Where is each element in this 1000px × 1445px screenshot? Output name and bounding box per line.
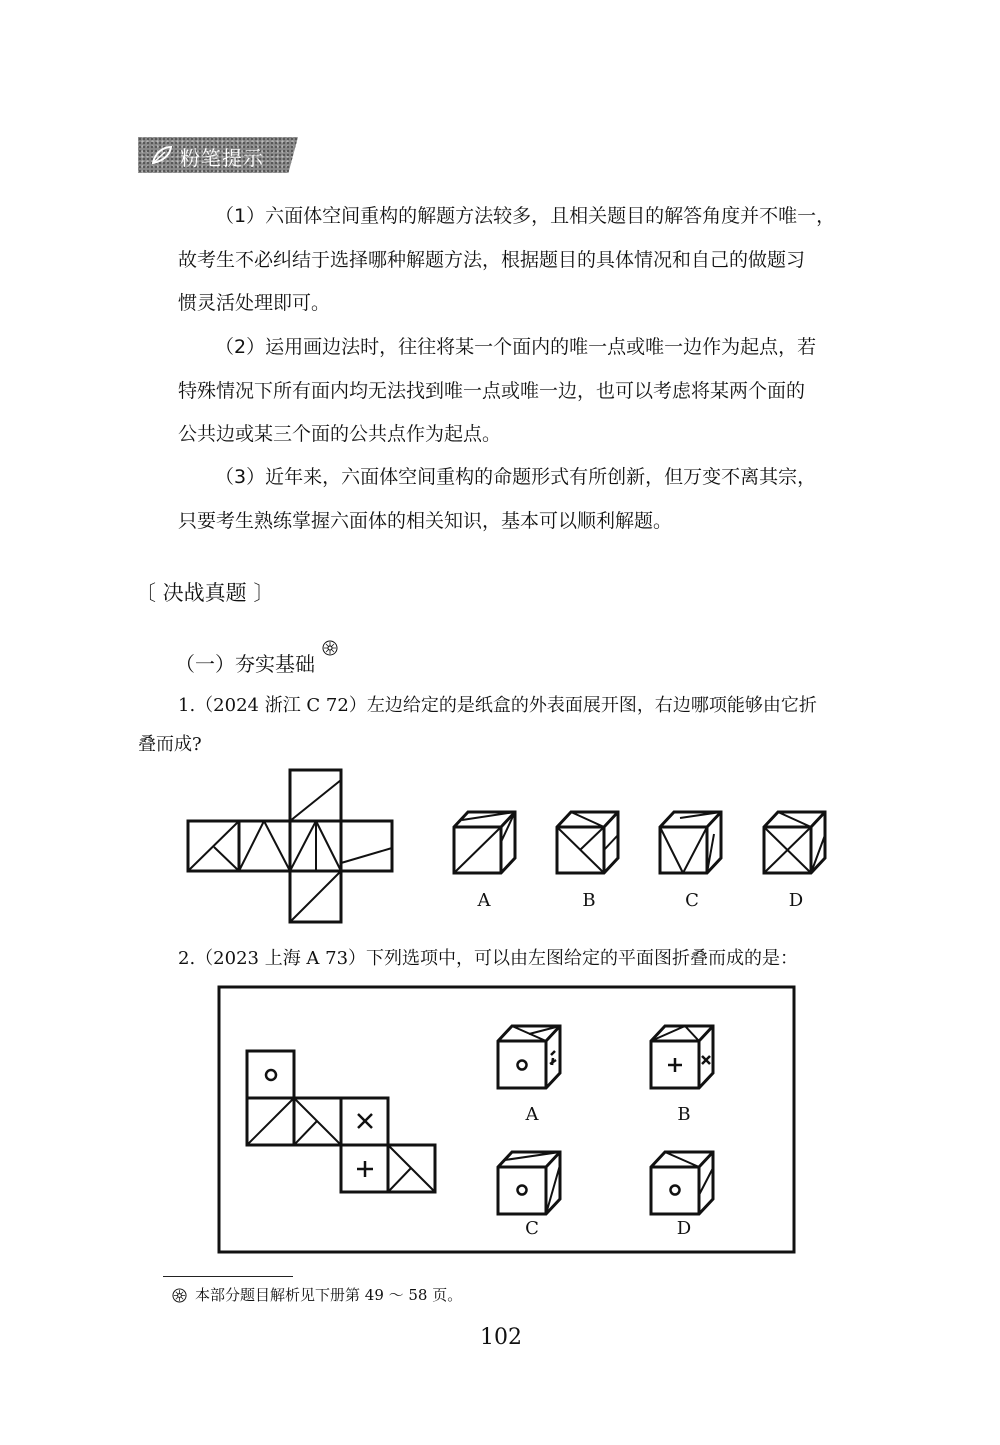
q2-option-b-label[interactable]: B [677, 1104, 691, 1125]
question-2-text: 2.（2023 上海 A 73）下列选项中，可以由左图给定的平面图折叠而成的是： [178, 948, 799, 969]
tip-label: 粉笔提示 [180, 146, 264, 170]
q2-option-c-label[interactable]: C [525, 1218, 539, 1239]
q2-option-d-cube [651, 1152, 713, 1214]
q2-option-d-label[interactable]: D [676, 1218, 692, 1239]
footnote-divider [163, 1276, 293, 1277]
flower-note-icon [172, 1288, 187, 1303]
q2-option-a-label[interactable]: A [525, 1104, 539, 1125]
question-1-text: 1.（2024 浙江 C 72）左边给定的是纸盒的外表面展开图，右边哪项能够由它折 [178, 695, 817, 716]
q1-option-a-label[interactable]: A [477, 890, 491, 911]
section-title: 〔 决战真题 〕 [135, 581, 275, 605]
q1-option-c-label[interactable]: C [685, 890, 699, 911]
page-number: 102 [480, 1325, 522, 1350]
subsection-title: （一）夯实基础 [175, 652, 315, 676]
tip-paragraph-2: （2）运用画边法时，往往将某一个面内的唯一点或唯一边作为起点，若 特殊情况下所有面内均无法找到唯一点或唯一边，也可以考虑将某两个面的 公共边或某三个面的公共点作为起点。 [178, 336, 817, 445]
tip-paragraph-1: （1）六面体空间重构的解题方法较多，且相关题目的解答角度并不唯一， 故考生不必纠结于选择哪种解题方法，根据题目的具体情况和自己的做题习 惯灵活处理即可。 [178, 205, 836, 314]
q2-option-a-cube [498, 1026, 560, 1088]
question-1-text-cont: 叠而成? [138, 734, 202, 755]
q2-option-c-cube [498, 1152, 560, 1214]
tip-paragraph-3: （3）近年来，六面体空间重构的命题形式有所创新，但万变不离其宗， 只要考生熟练掌握六面体的相关知识，基本可以顺利解题。 [178, 466, 817, 532]
footnote-text: 本部分题目解析见下册第 49 ～ 58 页。 [195, 1286, 463, 1304]
q1-option-b-label[interactable]: B [582, 890, 596, 911]
q1-option-d-label[interactable]: D [788, 890, 804, 911]
